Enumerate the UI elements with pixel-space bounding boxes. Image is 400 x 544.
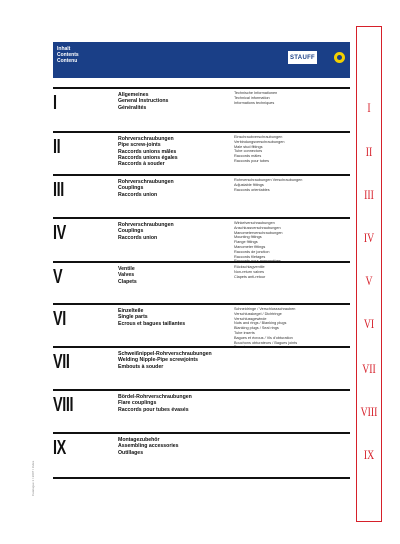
- section-notes: [234, 265, 265, 279]
- section-title: Schweißnippel-Rohrverschraubungen: [118, 351, 212, 357]
- section-title: Rohrverschraubungen: [118, 136, 174, 142]
- section-title: Assembling accessories: [118, 443, 179, 450]
- tab-numeral-v: V: [365, 273, 373, 288]
- section-title: General Instructions: [118, 98, 169, 105]
- section-title: Couplings: [118, 185, 144, 192]
- section-title: Raccords union: [118, 191, 158, 198]
- section-note: Technische Informationen: [234, 91, 278, 95]
- section-note: Manometer fittings: [234, 244, 266, 249]
- section-numeral: VI: [53, 308, 66, 330]
- vertical-catalog-note: Catalogue 1 / 2007 / Index: [31, 460, 35, 496]
- section-title: Raccords pour tubes évasés: [118, 406, 189, 413]
- section-title: Raccords unions égales: [118, 154, 178, 161]
- section-title: Montagezubehör: [118, 437, 160, 443]
- section-note: Raccords filetages: [234, 254, 266, 259]
- section-note: Raccords orientables: [234, 187, 270, 192]
- section-notes: [234, 135, 284, 164]
- section-title: Ventile: [118, 266, 135, 272]
- brand-name: STAUFF: [289, 54, 316, 61]
- section-titles: [118, 351, 212, 370]
- tab-numeral-iii: III: [364, 187, 374, 202]
- section-title: Pipe screw-joints: [118, 142, 161, 149]
- section-title: Allgemeines: [118, 92, 149, 98]
- section-divider: [53, 131, 350, 133]
- section-title: Couplings: [118, 228, 144, 235]
- section-note: Adjustable fittings: [234, 182, 264, 187]
- section-titles: [118, 394, 192, 413]
- section-title: Single parts: [118, 314, 148, 321]
- section-note: Verschlussgewinde: [234, 316, 267, 321]
- section-titles: [118, 136, 178, 167]
- section-note: Non-return valves: [234, 269, 264, 274]
- section-title: Outillages: [118, 449, 144, 456]
- section-note: Rohrverschraubungen Verschraubungen: [234, 178, 303, 182]
- section-notes: [234, 178, 302, 192]
- section-title: Einzelteile: [118, 308, 144, 314]
- section-numeral: II: [53, 136, 61, 158]
- quality-seal-icon: [333, 51, 346, 64]
- section-title: Raccords union: [118, 234, 158, 241]
- section-divider: [53, 261, 350, 263]
- section-note: Bouchons obturateurs / Bagues joints: [234, 340, 298, 345]
- section-title: Rohrverschraubungen: [118, 179, 174, 185]
- section-note: Bagues et écrous / Vis d'obturation: [234, 335, 293, 340]
- section-title: Ecrous et bagues taillantes: [118, 320, 186, 327]
- section-numeral: III: [53, 179, 64, 201]
- section-note: Raccords pour tubes: [234, 158, 270, 163]
- section-note: Flange fittings: [234, 240, 258, 245]
- section-title: Rohrverschraubungen: [118, 222, 174, 228]
- section-titles: [118, 266, 137, 285]
- section-titles: [118, 437, 179, 456]
- section-note: Einschraubverschraubungen: [234, 135, 283, 139]
- section-title: Généralités: [118, 104, 147, 111]
- header-line-inhalt: Inhalt: [57, 46, 71, 52]
- section-numeral: VIII: [53, 394, 74, 416]
- header-band: [53, 42, 350, 78]
- tab-numeral-iv: IV: [363, 230, 375, 245]
- header-title: [57, 46, 79, 64]
- section-numeral: V: [53, 266, 63, 288]
- section-note: Manometerverschraubungen: [234, 230, 283, 235]
- section-note: Anschlussverschraubungen: [234, 225, 281, 230]
- section-titles: [118, 222, 174, 241]
- section-note: Technical information: [234, 95, 270, 100]
- section-note: Schneidringe / Verschlussschrauben: [234, 307, 296, 311]
- section-divider: [53, 346, 350, 348]
- section-title: Embouts à souder: [118, 363, 164, 370]
- section-divider: [53, 217, 350, 219]
- section-titles: [118, 179, 174, 198]
- tab-numeral-vi: VI: [363, 316, 375, 331]
- tab-numeral-ix: IX: [363, 447, 375, 462]
- tab-numeral-vii: VII: [362, 361, 376, 376]
- section-divider: [53, 432, 350, 434]
- section-divider: [53, 303, 350, 305]
- tab-numeral-viii: VIII: [360, 404, 378, 419]
- section-divider: [53, 174, 350, 176]
- section-note: Blanking plugs / Seal rings: [234, 326, 279, 331]
- section-note: Clapets anti-retour: [234, 274, 266, 279]
- section-title: Welding Nipple-Pipe screwjoints: [118, 357, 199, 364]
- section-note: Nuts and rings / Blanking plugs: [234, 321, 287, 326]
- section-titles: [118, 92, 168, 111]
- section-note: Verbindungsverschraubungen: [234, 139, 285, 144]
- section-note: Winkelverschraubungen: [234, 221, 275, 225]
- section-numeral: I: [53, 92, 57, 114]
- section-divider: [53, 87, 350, 89]
- section-numeral: VII: [53, 351, 70, 373]
- section-numeral: IV: [53, 222, 66, 244]
- section-notes: [234, 91, 277, 105]
- section-note: Rückschlagventile: [234, 265, 265, 269]
- section-note: Raccords de jonction: [234, 249, 270, 254]
- tab-numeral-i: I: [367, 100, 371, 115]
- section-title: Valves: [118, 272, 135, 279]
- section-note: Verschlusskegel / Dichtringe: [234, 311, 282, 316]
- section-numeral: IX: [53, 437, 66, 459]
- tab-numeral-ii: II: [365, 144, 373, 159]
- section-title: Raccords à souder: [118, 161, 165, 168]
- section-note: Raccords mâles: [234, 154, 262, 159]
- header-line-contents: Contents: [57, 52, 79, 58]
- section-note: Male stud fittings: [234, 144, 263, 149]
- section-title: Flare couplings: [118, 400, 157, 407]
- section-title: Clapets: [118, 278, 137, 285]
- section-divider: [53, 389, 350, 391]
- section-title: Raccords unions mâles: [118, 148, 177, 155]
- section-note: Tube connectors: [234, 149, 263, 154]
- section-notes: [234, 221, 283, 264]
- header-line-contenu: Contenu: [57, 58, 78, 64]
- section-note: Informations techniques: [234, 100, 275, 105]
- section-title: Bördel-Rohrverschraubungen: [118, 394, 192, 400]
- section-note: Mounting fittings: [234, 235, 262, 240]
- logo-mark-icon: [279, 51, 288, 64]
- stauff-logo: [279, 51, 317, 64]
- section-notes: [234, 307, 297, 350]
- section-titles: [118, 308, 185, 327]
- section-note: Tube inserts: [234, 330, 255, 335]
- bottom-divider: [53, 477, 350, 479]
